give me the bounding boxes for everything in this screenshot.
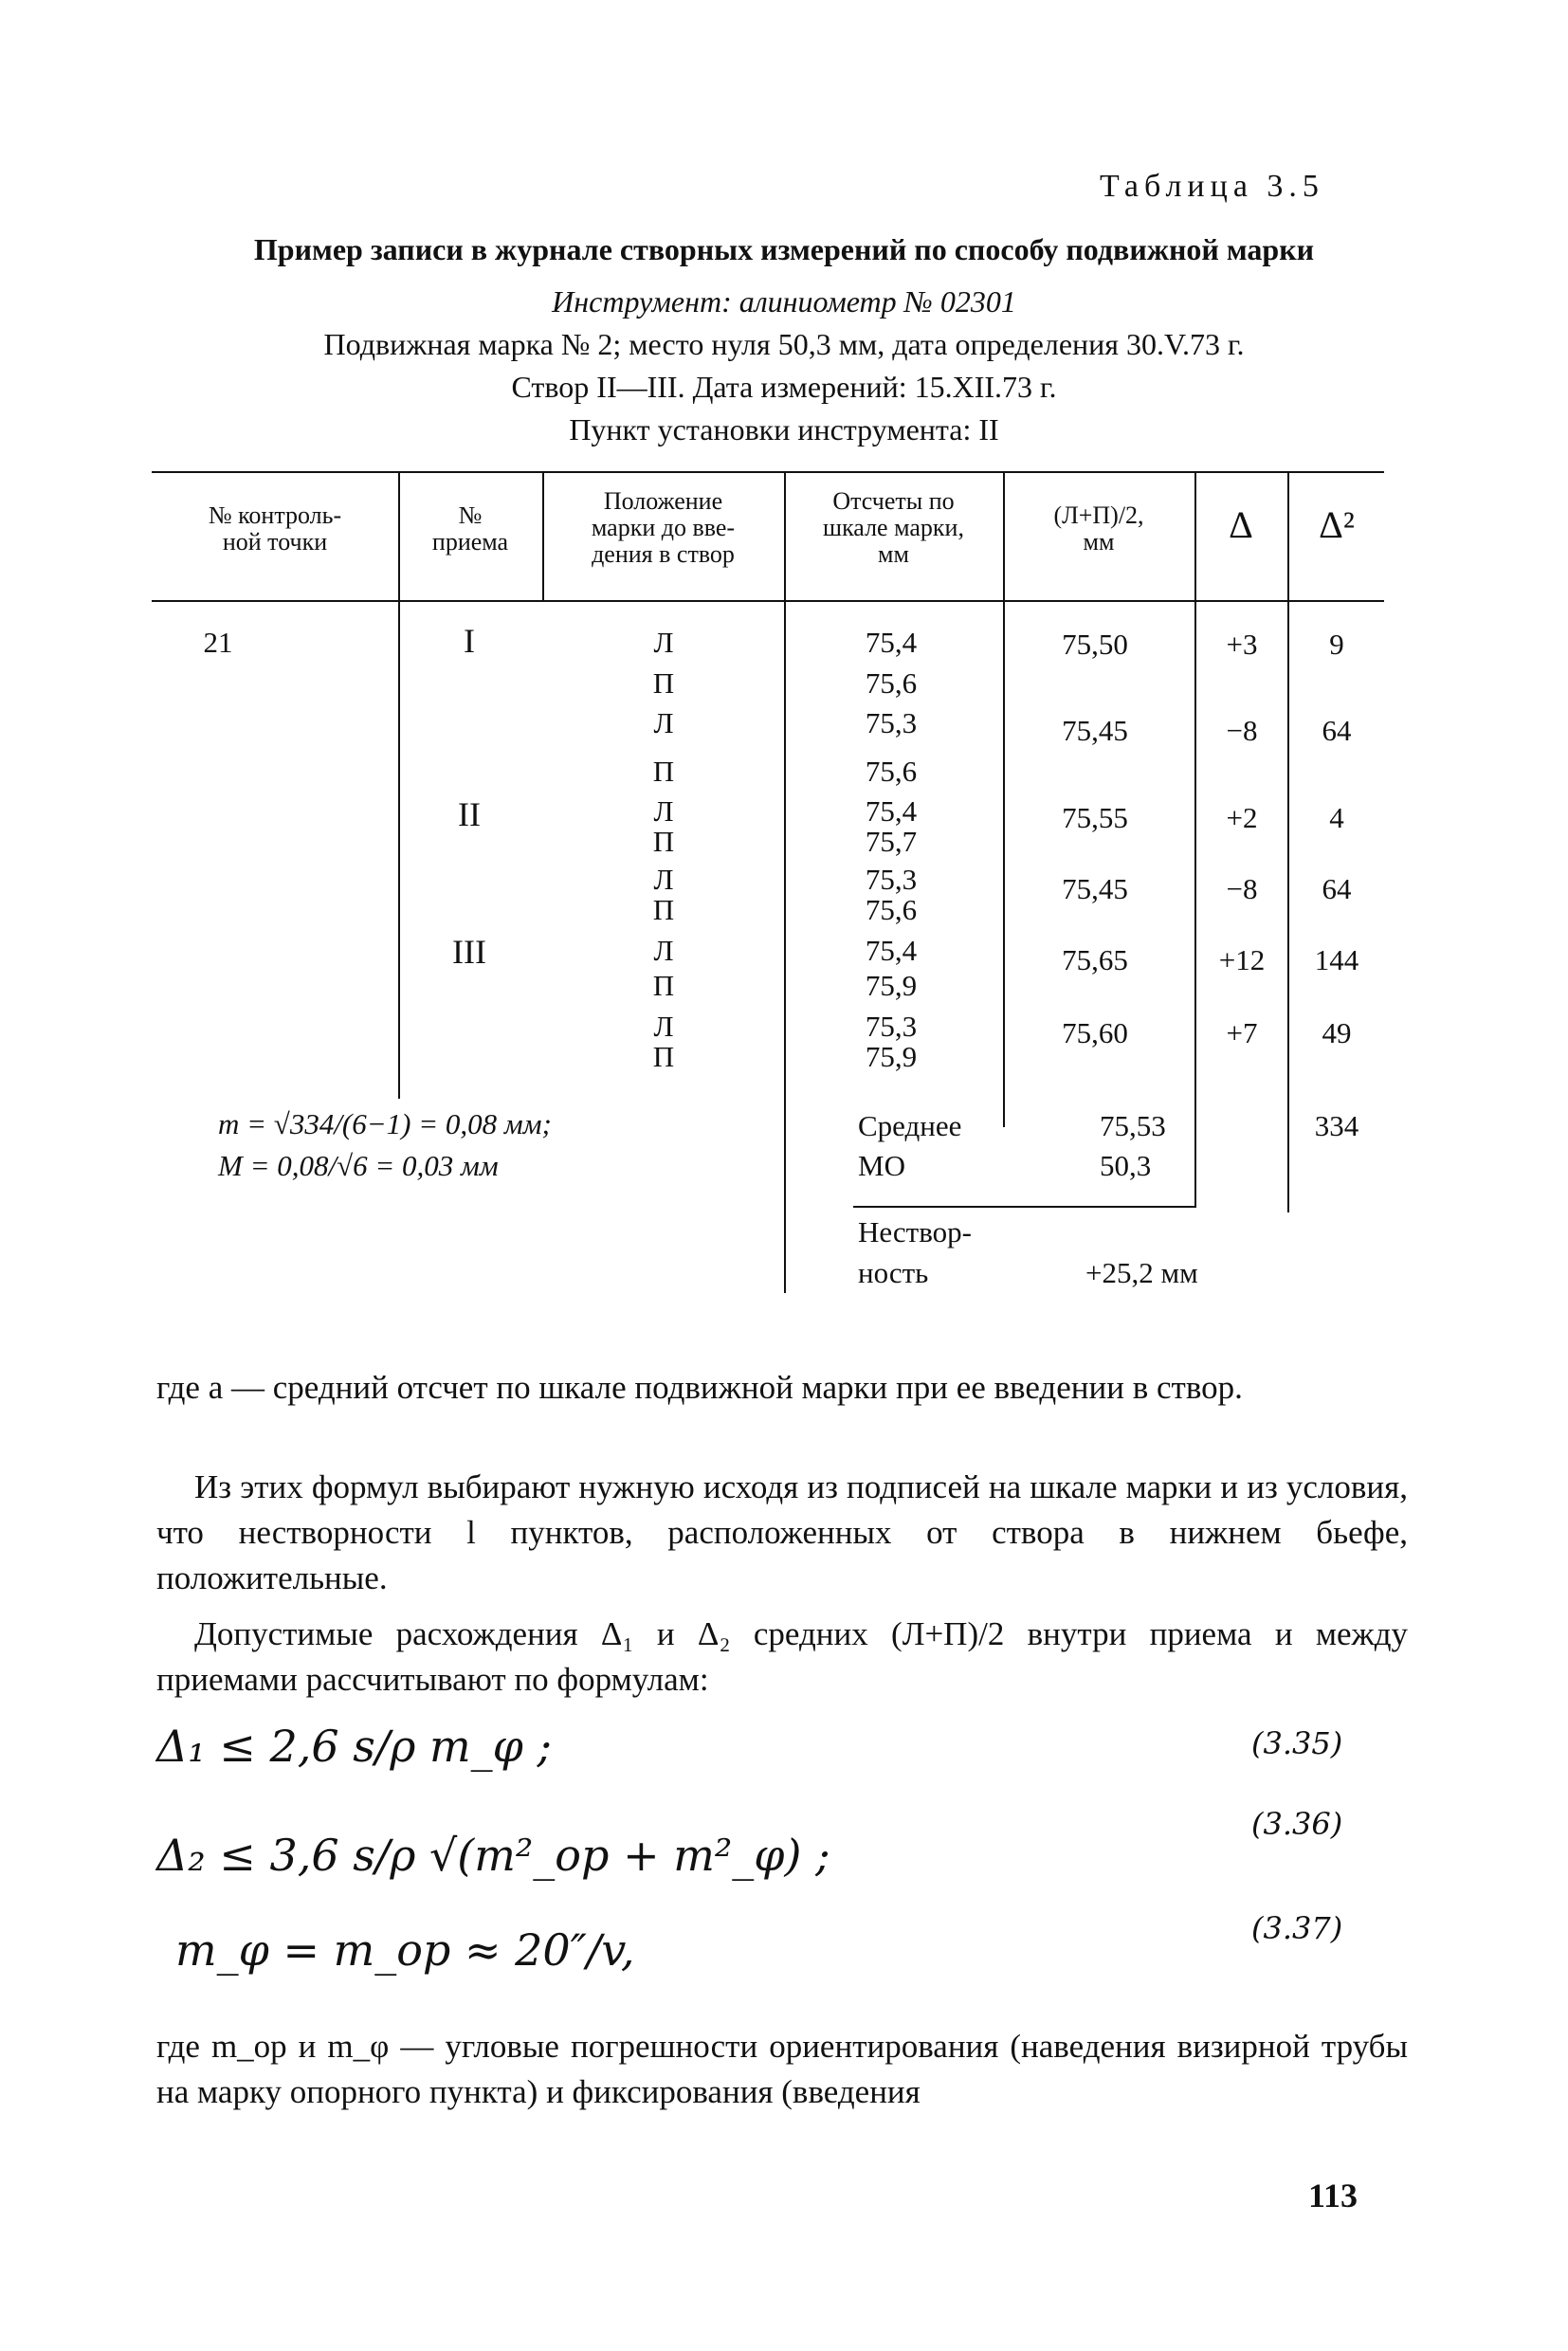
- point-number: 21: [203, 626, 233, 659]
- reading-2: 75,6: [865, 666, 918, 700]
- delta-2: −8: [1226, 714, 1258, 747]
- reading-8: 75,6: [865, 893, 918, 926]
- mo-value: 50,3: [1100, 1149, 1152, 1182]
- position-5: Л: [653, 794, 674, 828]
- col-divider-5: [1194, 473, 1196, 1208]
- offset-value: +25,2 мм: [1085, 1256, 1198, 1289]
- position-3: Л: [653, 706, 674, 739]
- header-reception: № приема: [431, 501, 509, 556]
- reception-2: II: [458, 795, 481, 833]
- paragraph-2: Из этих формул выбирают нужную исходя из подписей на шкале марки и из условия, что нестворности l пунктов, расположенных от створа в нижнем бьефе, положительные.: [156, 1468, 1408, 1596]
- range-line: Створ II—III. Дата измерений: 15.XII.73 г.: [511, 370, 1057, 404]
- formula-M: M = 0,08/√6 = 0,03 мм: [218, 1149, 499, 1182]
- mean-1: 75,50: [1062, 628, 1128, 661]
- delta-5: +12: [1218, 943, 1266, 976]
- mark-line: Подвижная марка № 2; место нуля 50,3 мм, дата определения 30.V.73 г.: [323, 327, 1245, 361]
- reading-10: 75,9: [865, 969, 918, 1002]
- position-8: П: [652, 893, 675, 926]
- reception-1: I: [464, 622, 475, 660]
- delta-3: +2: [1226, 801, 1258, 834]
- closing-paragraph: где m_оp и m_φ — угловые погрешности ориентирования (наведения визирной трубы на марку опорного пункта) и фиксирования (введения: [156, 2028, 1408, 2110]
- summary-rule: [853, 1206, 1194, 1208]
- reading-7: 75,3: [865, 863, 918, 896]
- offset-label-2: ность: [858, 1256, 929, 1289]
- sum-sq: 334: [1314, 1109, 1359, 1142]
- position-12: П: [652, 1040, 675, 1073]
- equation-2-number: (3.36): [1251, 1806, 1343, 1842]
- reading-3: 75,3: [865, 706, 918, 739]
- delta-sq-6: 49: [1322, 1016, 1352, 1049]
- mo-label: МО: [858, 1149, 905, 1182]
- header-delta-sq: Δ²: [1319, 503, 1355, 546]
- mean-5: 75,65: [1062, 943, 1128, 976]
- formula-m: m = √334/(6−1) = 0,08 мм;: [218, 1107, 552, 1140]
- equation-1-number: (3.35): [1251, 1725, 1343, 1761]
- offset-label-1: Нествор-: [858, 1215, 972, 1248]
- col-divider-1: [398, 473, 400, 1099]
- col-divider-3: [784, 473, 786, 1293]
- table-title: Пример записи в журнале створных измерений по способу подвижной марки: [253, 232, 1315, 266]
- mean-label: Среднее: [858, 1109, 962, 1142]
- position-11: Л: [653, 1010, 674, 1043]
- reading-12: 75,9: [865, 1040, 918, 1073]
- mean-6: 75,60: [1062, 1016, 1128, 1049]
- paragraph-3: Допустимые расхождения Δ₁ и Δ₂ средних (Л+П)/2 внутри приема и между приемами рассчитывают по формулам:: [156, 1615, 1408, 1698]
- table-top-rule: [152, 471, 1384, 473]
- reading-9: 75,4: [865, 934, 918, 967]
- delta-1: +3: [1226, 628, 1258, 661]
- mean-value: 75,53: [1100, 1109, 1166, 1142]
- paragraph-1: где a — средний отсчет по шкале подвижной марки при ее введении в створ.: [156, 1369, 1243, 1406]
- position-6: П: [652, 825, 675, 858]
- mean-4: 75,45: [1062, 872, 1128, 905]
- col-divider-6: [1287, 473, 1289, 1212]
- delta-sq-3: 4: [1329, 801, 1344, 834]
- delta-6: +7: [1226, 1016, 1258, 1049]
- reading-6: 75,7: [865, 825, 918, 858]
- table-header-rule: [152, 600, 1384, 602]
- equation-3-number: (3.37): [1251, 1910, 1343, 1946]
- mean-2: 75,45: [1062, 714, 1128, 747]
- header-position: Положение марки до вве- дения в створ: [591, 487, 736, 568]
- header-point: № контроль- ной точки: [208, 501, 342, 556]
- position-1: Л: [653, 626, 674, 659]
- station-line: Пункт установки инструмента: II: [569, 412, 999, 447]
- col-divider-4: [1003, 473, 1005, 1127]
- reading-11: 75,3: [865, 1010, 918, 1043]
- reading-5: 75,4: [865, 794, 918, 828]
- header-readings: Отсчеты по шкале марки, мм: [823, 487, 964, 568]
- header-mean: (Л+П)/2, мм: [1053, 501, 1144, 556]
- position-10: П: [652, 969, 675, 1002]
- equation-2: Δ₂ ≤ 3,6 s/ρ √(m²_оp + m²_φ) ;: [156, 1830, 830, 1881]
- position-7: Л: [653, 863, 674, 896]
- delta-sq-4: 64: [1322, 872, 1352, 905]
- position-4: П: [652, 755, 675, 788]
- instrument-line: Инструмент: алиниометр № 02301: [552, 284, 1016, 319]
- delta-sq-2: 64: [1322, 714, 1352, 747]
- reception-3: III: [452, 933, 486, 971]
- reading-1: 75,4: [865, 626, 918, 659]
- mean-3: 75,55: [1062, 801, 1128, 834]
- delta-sq-5: 144: [1314, 943, 1359, 976]
- position-9: Л: [653, 934, 674, 967]
- delta-sq-1: 9: [1329, 628, 1344, 661]
- equation-1: Δ₁ ≤ 2,6 s/ρ m_φ ;: [156, 1721, 552, 1772]
- equation-3: m_φ = m_оp ≈ 20″/v,: [175, 1924, 635, 1976]
- page-number: 113: [1308, 2177, 1358, 2214]
- table-number: Таблица 3.5: [1100, 169, 1324, 204]
- delta-4: −8: [1226, 872, 1258, 905]
- reading-4: 75,6: [865, 755, 918, 788]
- position-2: П: [652, 666, 675, 700]
- header-delta: Δ: [1229, 503, 1253, 546]
